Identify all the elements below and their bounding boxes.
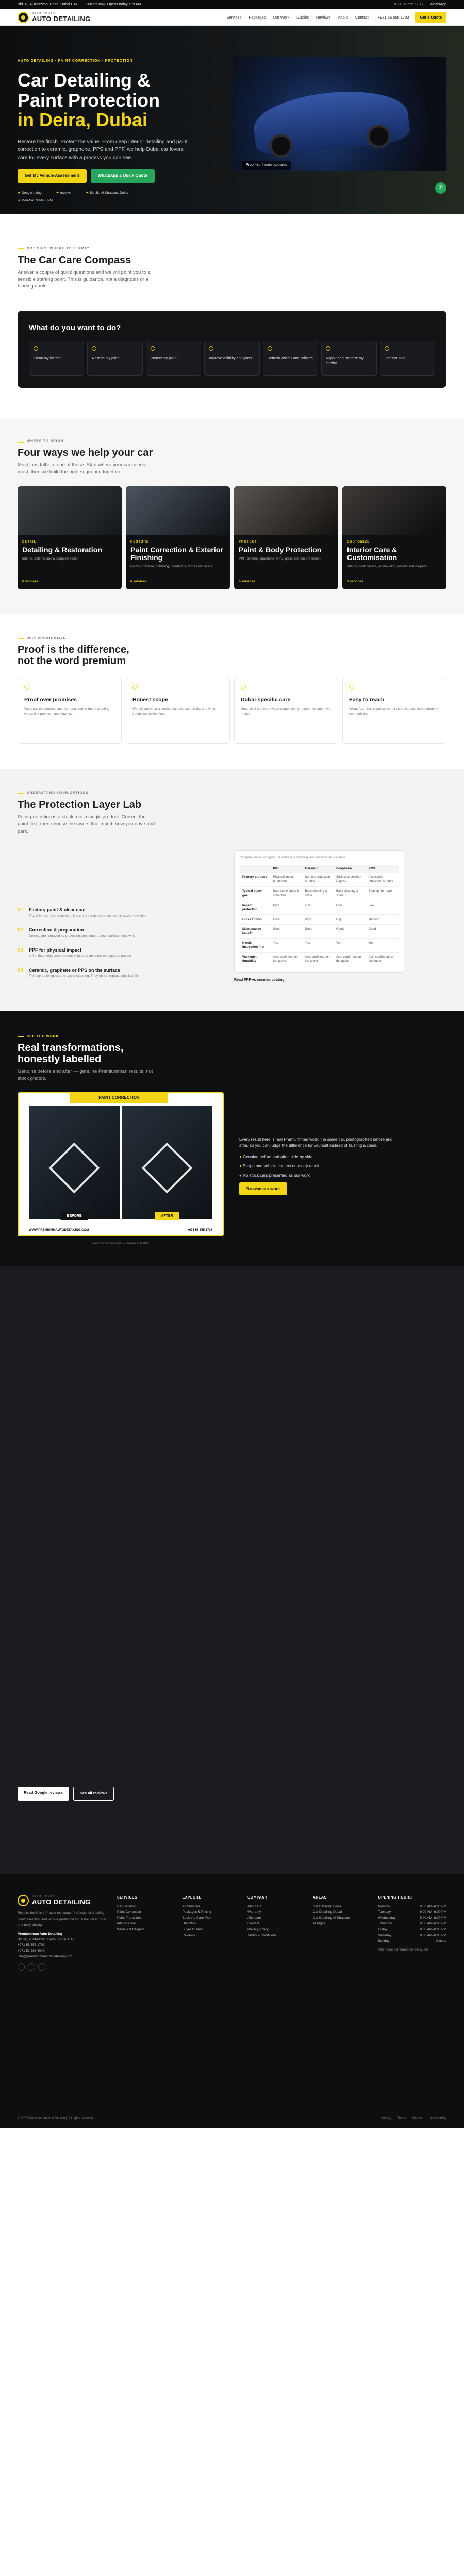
services-sub: Most jobs fall into one of these. Start where your car needs it most, then we build the right sequence together. [18, 462, 150, 475]
table-cell: Physical impact protection [271, 873, 303, 887]
option-icon [326, 346, 330, 351]
table-cell: Good [302, 924, 334, 938]
table-cell: Easy cleaning & shine [302, 887, 334, 901]
proof-eyebrow: WHY PREMIUMMAN [18, 637, 446, 641]
service-count: 6 services [239, 579, 255, 583]
service-desc: Interior, seat covers, window film, wheels and calipers. [347, 565, 428, 569]
footer-link[interactable]: Car Detailing [117, 1905, 137, 1909]
service-card-image [234, 486, 338, 535]
tiktok-icon[interactable] [38, 1963, 45, 1971]
compass-title: The Car Care Compass [18, 254, 131, 266]
option-icon [385, 346, 389, 351]
all-reviews-button[interactable]: See all reviews [73, 1787, 114, 1800]
table-cell: Primary purpose [240, 873, 271, 887]
compass-sub: Answer a couple of quick questions and we will point you to a sensible starting point. This is guidance, not a diagnosis or a binding quote. [18, 269, 151, 290]
before-after-panel[interactable] [18, 1092, 224, 1236]
panel-website: WWW.PREMIUMMAUTODETAILING.COM [29, 1229, 89, 1232]
service-card-paint-correction[interactable] [126, 486, 230, 589]
browse-work-button[interactable]: Browse our work [239, 1182, 287, 1195]
panel-phone: +971 56 555 1703 [187, 1229, 212, 1232]
table-row [240, 924, 399, 938]
transform-title: Real transformations, honestly labelled [18, 1042, 124, 1065]
table-cell: Ask, confirmed on the quote [366, 953, 399, 967]
nav-item-packages[interactable]: Packages [248, 14, 266, 20]
table-cell: Impact protection [240, 901, 271, 914]
services-eyebrow: WHERE TO BEGIN [18, 439, 446, 444]
layer-desc: A film that helps absorb stone chips and abrasion on exposed panels. [29, 954, 132, 958]
layer-desc: The finish you are protecting. Once it is scratched or etched, it needs correction. [29, 914, 148, 918]
service-title: Detailing & Restoration [22, 545, 102, 554]
table-header [240, 865, 271, 873]
service-tag: RESTORE [130, 540, 149, 544]
transform-sub: Genuine before and after — genuine Premiumman results, not stock photos. [18, 1068, 153, 1081]
check-icon [24, 685, 29, 690]
table-cell: Ask, confirmed on the quote [334, 953, 366, 967]
footer-link[interactable]: Reviews [182, 1933, 195, 1937]
footer-link[interactable]: Car Detailing Deira [312, 1905, 341, 1909]
table-row [240, 953, 399, 967]
ppf-vs-ceramic-link[interactable]: Read PPF vs ceramic coating → [234, 978, 289, 982]
footer-address: Bld 3L, Al Khazzan, Deira, Dubai, UAE [18, 1937, 75, 1941]
footer-link[interactable]: Warranty [247, 1910, 261, 1914]
proof-section [0, 614, 464, 769]
footer-link[interactable]: Wheels & Calipers [117, 1927, 145, 1931]
hero-image-caption: Proof-led, honest process [242, 161, 291, 170]
reviews-section [0, 1266, 464, 1874]
stat-reviews: ★ reviews [56, 191, 72, 196]
hero-image [233, 57, 446, 171]
table-cell: Good [271, 924, 303, 938]
opening-hours: OPENING HOURS Monday 9:00 AM–6:00 PM Tuesday 9:00 AM–6:00 PM Wednesday 9:00 AM–6:00 PM Thursday 9:00 AM–6:00 PM Friday 9:00 AM–6:00 PM Saturday 9:00 AM–6:00 PM Sunday Closed Ask hours confirmed on the quote [378, 1895, 446, 1970]
footer-link[interactable]: Our Work [182, 1922, 197, 1926]
table-cell: Yes [334, 939, 366, 953]
table-cell: Step up from wax [366, 887, 399, 901]
footer-brand-small: PREMIUMMAN [32, 1895, 55, 1899]
compass-eyebrow: NOT SURE WHERE TO START? [18, 247, 446, 251]
services-section [0, 419, 464, 614]
footer-link[interactable]: Privacy Policy [247, 1927, 269, 1931]
terms-link[interactable]: Terms [397, 2117, 406, 2121]
nav-item-about[interactable]: About [338, 14, 348, 20]
hero-stats [18, 191, 172, 204]
table-header: PPS [366, 865, 399, 873]
layer-number: 02 [18, 927, 24, 934]
stat-rating: ★ Google rating [18, 191, 42, 196]
transform-bullet: ● No stock cars presented as our work [239, 1173, 394, 1179]
layer-item[interactable] [18, 907, 213, 919]
after-image [122, 1106, 212, 1219]
hero-lead: Restore the finish. Protect the value. From deep interior detailing and paint correction to ceramic, graphene, PPS and PPF, we help Dubai car lovers care for every surface with a process you can see. [18, 139, 188, 161]
logo-badge-icon [18, 12, 29, 23]
transform-caption: Paint correction result — before and after [92, 1242, 149, 1246]
table-cell: Needs inspection first [240, 939, 271, 953]
table-cell: Yes [366, 939, 399, 953]
layer-title-text: Correction & preparation [29, 927, 84, 933]
transform-eyebrow: SEE THE WORK [18, 1035, 446, 1039]
footer-phone[interactable]: +971 56 555 1703 [18, 1943, 45, 1947]
footer-link[interactable]: Car Detailing Al Khazzan [312, 1916, 350, 1920]
option-icon [151, 346, 155, 351]
table-cell: Low [302, 901, 334, 914]
table-caption: Compare protection types. Remarks and durability are indicative as guidance. [240, 856, 346, 860]
proof-card-desc: Heat, dust and hard-water stages every recommendation we make. [241, 707, 331, 716]
brand-name: AUTO DETAILING [32, 15, 91, 23]
copyright: © 2025 Premiumman Auto Detailing. All rights reserved. [18, 2117, 94, 2121]
table-cell: High [334, 914, 366, 924]
compass-section [0, 214, 464, 419]
table-cell: Yes [302, 939, 334, 953]
proof-card-desc: We show the process and the result rather than repeating words like premium and flawless. [24, 707, 110, 716]
footer-link[interactable]: Buyer Guides [182, 1927, 203, 1931]
before-image [29, 1106, 120, 1219]
proof-card-title: Honest scope [132, 697, 168, 703]
before-label: BEFORE [60, 1212, 88, 1220]
table-header: PPF [271, 865, 303, 873]
footer-logo-icon [18, 1895, 29, 1906]
nav-item-guides[interactable]: Guides [296, 14, 309, 20]
table-cell: Gloss / finish [240, 914, 271, 924]
facebook-icon[interactable] [28, 1963, 35, 1971]
proof-card [342, 677, 446, 744]
option-icon [209, 346, 213, 351]
option-wheels-calipers[interactable]: Refresh wheels and calipers [263, 341, 318, 376]
hero-section [0, 26, 464, 214]
footer-email[interactable]: info@premiummanautodetailing.com [18, 1954, 72, 1958]
nav-menu [227, 15, 369, 20]
nav-phone-link[interactable]: +971 56 555 1703 [377, 14, 409, 20]
footer-link[interactable]: All Services [182, 1905, 200, 1909]
privacy-link[interactable]: Privacy [381, 2117, 391, 2121]
transform-bullet: ● Genuine before and after, side by side [239, 1154, 394, 1160]
table-cell: Surface protection & gloss [334, 873, 366, 887]
topbar [0, 0, 464, 9]
check-icon [132, 685, 138, 690]
service-card-image [18, 486, 122, 535]
proof-card [234, 677, 338, 744]
footer-about: Restore the finish. Protect the value. Professional detailing, paint correction and vehicle protection for Dubai: clear, dust and daily driving. [18, 1911, 106, 1927]
whatsapp-quote-button[interactable]: WhatsApp a Quick Quote [91, 169, 155, 183]
service-title: Paint & Body Protection [239, 545, 322, 554]
footer-link[interactable]: Al Rigga [312, 1922, 326, 1926]
after-label: AFTER [155, 1212, 179, 1220]
table-row [240, 901, 399, 914]
stat-location: ★ Bld 3L, Al Khazzan, Deira [86, 191, 127, 196]
layer-number: 01 [18, 907, 24, 913]
option-restore-paint[interactable]: Restore my paint [87, 341, 142, 376]
service-desc: Interior, exterior and a complete reset. [22, 557, 79, 561]
table-cell: Surface protection & gloss [302, 873, 334, 887]
hero-crumb: AUTO DETAILING · PAINT CORRECTION · PROTECTION [18, 59, 133, 63]
footer-link[interactable]: Paint Correction [117, 1910, 141, 1914]
footer-link[interactable]: Interior Care [117, 1922, 136, 1926]
proof-title: Proof is the difference, not the word premium [18, 644, 129, 667]
proof-card-title: Easy to reach [349, 697, 385, 703]
address-text[interactable]: Bld 3L, Al Khazzan, Deira, Dubai UAE [18, 3, 78, 7]
footer-brand[interactable]: AUTO DETAILING [32, 1898, 91, 1906]
footer-link[interactable]: Book the Care Plan [182, 1916, 211, 1920]
layer-number: 03 [18, 947, 24, 954]
table-cell: Easy cleaning & shine [334, 887, 366, 901]
footer-col-company: COMPANY About Us Warranty Aftercare Contact Privacy Policy Terms & Conditions [247, 1895, 305, 1970]
proof-card-desc: We tell you what a service can and cannot do, and what needs inspection first. [132, 707, 216, 716]
service-card-image [126, 486, 230, 535]
layer-sub: Paint protection is a stack, not a single product. Correct the paint first, then choose the layers that match how you drive and park. [18, 814, 155, 834]
check-icon [349, 685, 354, 690]
stat-hours: ★ Mon-Sat, 9 AM-6 PM [18, 199, 53, 204]
whatsapp-float-icon[interactable]: ✆ [435, 182, 446, 194]
footer-link[interactable]: About Us [247, 1905, 261, 1909]
compass-question: What do you want to do? [29, 324, 121, 333]
service-count: 6 services [347, 579, 363, 583]
instagram-icon[interactable] [18, 1963, 25, 1971]
topbar-phone-link[interactable]: +971 56 555 1703 [393, 3, 423, 7]
layer-title-text: PPF for physical impact [29, 947, 82, 953]
vehicle-assessment-button[interactable]: Get My Vehicle Assessment [18, 169, 87, 183]
table-cell: Warranty / durability [240, 953, 271, 967]
hours-text: Current now: Opens today at 9 AM [85, 3, 141, 7]
service-count: 6 services [130, 579, 147, 583]
layer-desc: Thin layers for gloss and easier cleaning. They do not replace physical film. [29, 974, 141, 978]
brand-small: PREMIUMMAN [32, 12, 55, 15]
site-footer [0, 1874, 464, 2128]
service-card-detailing[interactable] [18, 486, 122, 589]
table-cell: Ask, confirmed on the quote [302, 953, 334, 967]
check-icon [241, 685, 246, 690]
get-quote-button[interactable]: Get a Quote [415, 12, 446, 23]
proof-card [18, 677, 122, 744]
footer-link[interactable]: Packages & Pricing [182, 1910, 211, 1914]
table-cell: Good [271, 914, 303, 924]
table-header: Ceramic [302, 865, 334, 873]
footer-link[interactable]: Paint Protection [117, 1916, 141, 1920]
footer-col-services: SERVICES Car Detailing Paint Correction Paint Protection Interior Care Wheels & Calipers [117, 1895, 174, 1970]
google-reviews-button[interactable]: Read Google reviews [18, 1787, 69, 1800]
service-desc: Paint correction, polishing, headlights, trims and decals. [130, 565, 213, 569]
accessibility-link[interactable]: Accessibility [429, 2117, 446, 2121]
site-logo[interactable] [18, 12, 91, 23]
hero-title: Car Detailing & Paint Protection in Deira, Dubai [18, 70, 160, 130]
footer-link[interactable]: Aftercare [247, 1916, 261, 1920]
table-cell: Low [366, 901, 399, 914]
table-cell: Stop stone chips & scratches [271, 887, 303, 901]
transform-bullet: ● Scope and vehicle context on every result [239, 1163, 394, 1170]
layer-item[interactable] [18, 967, 213, 979]
layer-item[interactable] [18, 947, 213, 959]
layer-title-text: Ceramic, graphene or PPS on the surface [29, 968, 121, 973]
table-cell: Maintenance benefit [240, 924, 271, 938]
option-icon [268, 346, 272, 351]
option-icon [34, 346, 38, 351]
layer-item[interactable] [18, 927, 213, 939]
layer-eyebrow: UNDERSTAND YOUR OPTIONS [18, 791, 446, 796]
nav-item-services[interactable]: Services [226, 14, 242, 20]
table-cell: Medium [366, 914, 399, 924]
sitemap-link[interactable]: Sitemap [412, 2117, 424, 2121]
table-cell: Low [334, 901, 366, 914]
layer-lab-section [0, 769, 464, 1011]
proof-card-title: Dubai-specific care [241, 697, 291, 703]
table-cell: Good [334, 924, 366, 938]
proof-card-title: Proof over promises [24, 697, 77, 703]
table-cell: Accessible protection & gloss [366, 873, 399, 887]
layer-number: 04 [18, 968, 24, 974]
option-customize-interior[interactable]: Repair or customize my interior [321, 341, 376, 376]
proof-card [126, 677, 230, 744]
footer-company: Premiumman Auto Detailing [18, 1931, 62, 1936]
footer-phone-2[interactable]: +971 52 888 4040 [18, 1948, 45, 1953]
footer-link[interactable]: Contact [247, 1922, 259, 1926]
service-count: 6 services [22, 579, 39, 583]
transformations-section [0, 1011, 464, 1266]
service-tag: PROTECT [239, 540, 257, 544]
service-title: Paint Correction & Exterior Finishing [130, 545, 223, 562]
service-desc: PPF, ceramic, graphene, PPS, glass and rim protection. [239, 557, 322, 561]
protection-comparison-table [234, 850, 404, 972]
table-cell: Yes [271, 939, 303, 953]
table-cell: Ask, confirmed on the quote [271, 953, 303, 967]
panel-header: PAINT CORRECTION [70, 1093, 168, 1103]
option-clean-interior[interactable]: Clean my interior [29, 341, 84, 376]
table-cell: Good [366, 924, 399, 938]
nav-item-reviews[interactable]: Reviews [316, 14, 331, 20]
service-card-protection[interactable] [234, 486, 338, 589]
main-nav [0, 9, 464, 26]
table-cell: Typical buyer goal [240, 887, 271, 901]
service-tag: CUSTOMIZE [347, 540, 370, 544]
footer-link[interactable]: Terms & Conditions [247, 1933, 277, 1937]
footer-link[interactable]: Car Detailing Dubai [312, 1910, 342, 1914]
services-title: Four ways we help your car [18, 447, 153, 459]
table-cell: High [271, 901, 303, 914]
layer-title-text: Factory paint & clear coat [29, 907, 86, 913]
nav-item-contact[interactable]: Contact [355, 14, 369, 20]
topbar-whatsapp-link[interactable]: WhatsApp [429, 3, 446, 7]
service-card-interior[interactable] [342, 486, 446, 589]
table-row [240, 873, 399, 887]
compass-box [18, 311, 446, 388]
layer-title: The Protection Layer Lab [18, 799, 142, 811]
option-visibility-glass[interactable]: Improve visibility and glass [204, 341, 259, 376]
hours-note: Ask hours confirmed on the quote [378, 1947, 428, 1952]
option-icon [92, 346, 96, 351]
table-row [240, 914, 399, 924]
service-tag: DETAIL [22, 540, 37, 544]
footer-col-areas: AREAS Car Detailing Deira Car Detailing Dubai Car Detailing Al Khazzan Al Rigga [313, 1895, 370, 1970]
proof-card-desc: WhatsApp first response with a clear, structured summary of your vehicle. [349, 707, 439, 716]
footer-col-explore: EXPLORE All Services Packages & Pricing Book the Care Plan Our Work Buyer Guides Reviews [183, 1895, 240, 1970]
service-card-image [342, 486, 446, 535]
option-protect-paint[interactable]: Protect my paint [146, 341, 201, 376]
table-row [240, 939, 399, 953]
table-header: Graphene [334, 865, 366, 873]
layer-desc: Defects are removed so protection goes onto a clean surface, not swirls. [29, 934, 137, 938]
table-row [240, 887, 399, 901]
service-title: Interior Care & Customisation [347, 545, 397, 562]
nav-item-our-work[interactable]: Our Work [273, 14, 290, 20]
option-not-sure[interactable]: I am not sure [380, 341, 435, 376]
table-cell: High [302, 914, 334, 924]
transform-text: Every result here is real Premiumman work: the same car, photographed before and after, so you can judge the difference for yourself instead of trusting a claim. [239, 1137, 393, 1148]
